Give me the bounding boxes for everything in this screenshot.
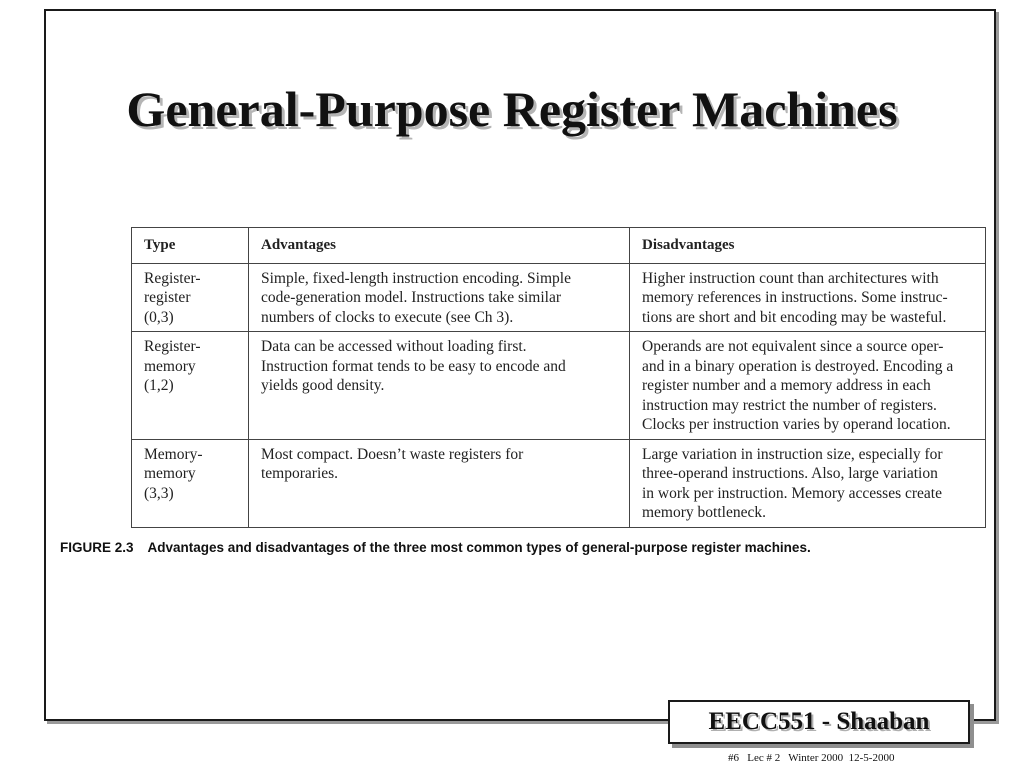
- slide-title: General-Purpose Register Machines: [126, 81, 898, 137]
- cell-line: Large variation in instruction size, especially for: [642, 445, 943, 463]
- cell-line: temporaries.: [261, 465, 339, 482]
- cell-line: Instruction format tends to be easy to encode and: [261, 357, 566, 375]
- cell-line: register: [144, 289, 191, 306]
- register-machines-table: [131, 227, 986, 528]
- cell-line: memory: [144, 465, 196, 482]
- type-cell: [132, 332, 249, 440]
- disadvantages-cell: [630, 439, 986, 527]
- cell-line: and in a binary operation is destroyed. Encoding a: [642, 357, 954, 375]
- cell-line: Clocks per instruction varies by operand location.: [642, 416, 951, 433]
- cell-line: Most compact. Doesn’t waste registers for: [261, 445, 524, 463]
- cell-line: memory bottleneck.: [642, 504, 766, 521]
- table-row: [132, 332, 986, 440]
- cell-line: Data can be accessed without loading first.: [261, 338, 527, 355]
- cell-line: Operands are not equivalent since a source oper-: [642, 338, 944, 355]
- figure-number: FIGURE 2.3: [60, 540, 134, 555]
- header-type: Type: [132, 228, 249, 264]
- cell-line: Register-: [144, 269, 201, 287]
- figure-caption: [60, 540, 811, 555]
- cell-line: memory references in instructions. Some instruc-: [642, 289, 948, 306]
- cell-line: (0,3): [144, 308, 174, 326]
- cell-line: in work per instruction. Memory accesses create: [642, 484, 942, 502]
- cell-line: memory: [144, 357, 196, 375]
- type-cell: [132, 263, 249, 332]
- cell-line: three-operand instructions. Also, large variation: [642, 465, 938, 482]
- cell-line: numbers of clocks to execute (see Ch 3).: [261, 308, 514, 326]
- course-footer-box: EECC551 - Shaaban: [668, 700, 970, 744]
- disadvantages-cell: [630, 263, 986, 332]
- cell-line: (3,3): [144, 484, 174, 502]
- type-cell: [132, 439, 249, 527]
- cell-line: instruction may restrict the number of registers.: [642, 396, 937, 414]
- cell-line: code-generation model. Instructions take similar: [261, 289, 562, 306]
- cell-line: Simple, fixed-length instruction encoding. Simple: [261, 269, 571, 287]
- advantages-cell: [249, 332, 630, 440]
- cell-line: yields good density.: [261, 377, 385, 394]
- advantages-cell: [249, 263, 630, 332]
- header-advantages: Advantages: [249, 228, 630, 264]
- cell-line: Higher instruction count than architectures with: [642, 269, 939, 287]
- cell-line: tions are short and bit encoding may be wasteful.: [642, 308, 947, 326]
- figure-caption-text: Advantages and disadvantages of the three most common types of general-purpose register machines.: [147, 540, 811, 555]
- table-header-row: [132, 228, 986, 264]
- header-disadvantages: Disadvantages: [630, 228, 986, 264]
- advantages-cell: [249, 439, 630, 527]
- lecture-meta: #6 Lec # 2 Winter 2000 12-5-2000: [728, 752, 895, 764]
- cell-line: register number and a memory address in each: [642, 377, 931, 394]
- table-row: [132, 263, 986, 332]
- table-row: [132, 439, 986, 527]
- cell-line: (1,2): [144, 377, 174, 394]
- cell-line: Memory-: [144, 445, 203, 463]
- disadvantages-cell: [630, 332, 986, 440]
- cell-line: Register-: [144, 338, 201, 355]
